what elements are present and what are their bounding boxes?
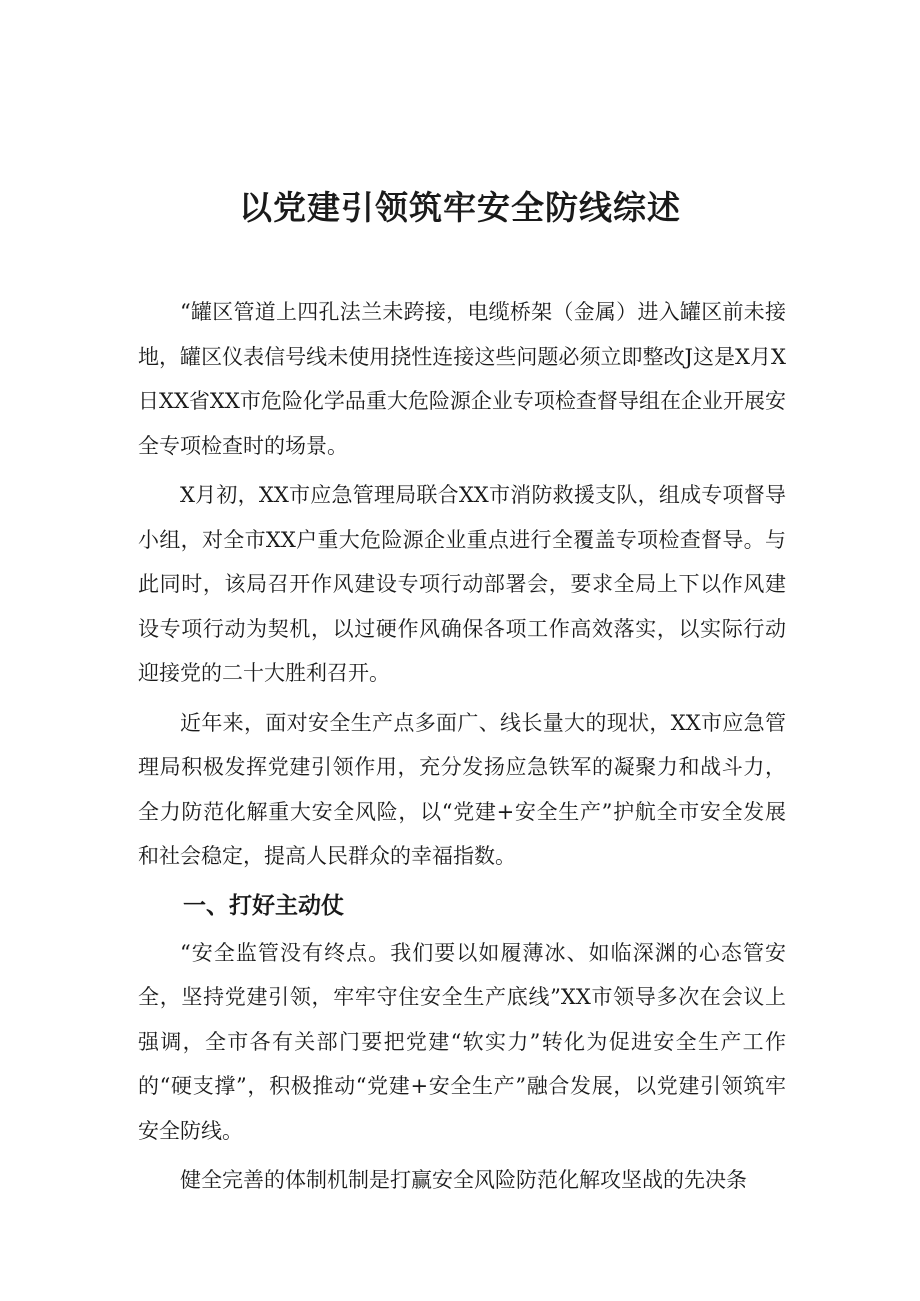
document-title: 以党建引领筑牢安全防线综述: [239, 188, 681, 227]
paragraph: “罐区管道上四孔法兰未跨接，电缆桥架（金属）进入罐区前未接地，罐区仪表信号线未使用挠性连接这些问题必须立即整改J这是X月X日XX省XX市危险化学品重大危险源企业专项检查督导组在企业开展安全专项检查时的场景。: [138, 300, 786, 458]
paragraph: “安全监管没有终点。我们要以如履薄冰、如临深渊的心态管安全，坚持党建引领，牢牢守住安全生产底线”XX市领导多次在会议上强调，全市各有关部门要把党建“软实力”转化为促进安全生产工作的“硬支撑”，积极推动“党建+安全生产”融合发展，以党建引领筑牢安全防线。: [138, 940, 786, 1143]
section-heading: 一、打好主动仗: [183, 892, 344, 919]
document-body: [138, 290, 786, 1208]
paragraph: 近年来，面对安全生产点多面广、线长量大的现状，XX市应急管理局积极发挥党建引领作用，充分发扬应急铁军的凝聚力和战斗力，全力防范化解重大安全风险，以“党建+安全生产”护航全市安全发展和社会稳定，提高人民群众的幸福指数。: [138, 710, 786, 868]
paragraph: 健全完善的体制机制是打赢安全风险防范化解攻坚战的先决条: [180, 1168, 747, 1192]
paragraph: X月初，XX市应急管理局联合XX市消防救援支队，组成专项督导小组，对全市XX户重大危险源企业重点进行全覆盖专项检查督导。与此同时，该局召开作风建设专项行动部署会，要求全局上下以作风建设专项行动为契机，以过硬作风确保各项工作高效落实，以实际行动迎接党的二十大胜利召开。: [138, 483, 786, 685]
